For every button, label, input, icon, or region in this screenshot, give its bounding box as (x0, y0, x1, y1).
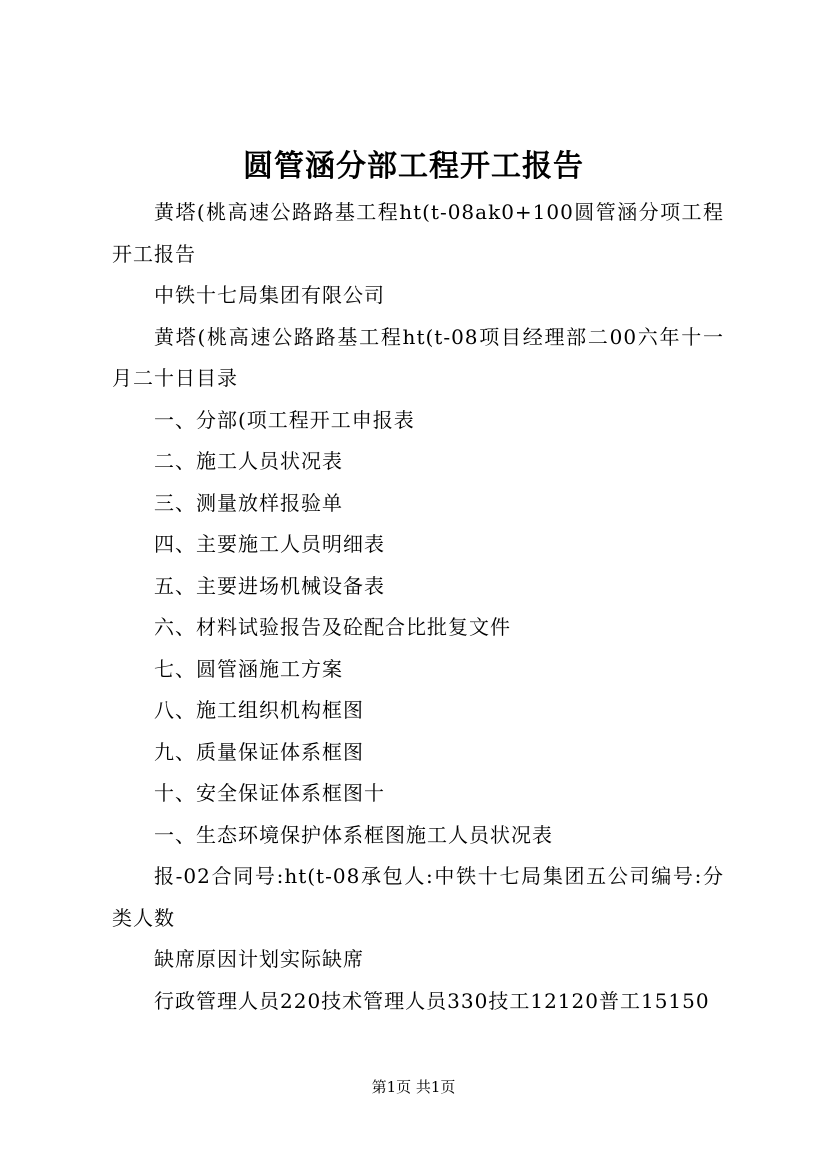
paragraph-company: 中铁十七局集团有限公司 (154, 283, 385, 307)
document-body (112, 192, 724, 1022)
toc-item-3: 三、测量放样报验单 (154, 490, 343, 515)
toc-item-11: 一、生态环境保护体系框图施工人员状况表 (154, 822, 553, 847)
toc-item-9: 九、质量保证体系框图 (154, 739, 364, 764)
toc-item-10: 十、安全保证体系框图十 (154, 781, 385, 805)
document-title: 圆管涵分部工程开工报告 (243, 149, 584, 184)
paragraph-project-dept-date: 黄塔(桃高速公路路基工程ht(t-08项目经理部二00六年十一月二十日目录 (112, 324, 724, 390)
toc-item-2: 二、施工人员状况表 (154, 449, 343, 473)
paragraph-table-values: 行政管理人员220技术管理人员330技工12120普工15150 (154, 988, 710, 1013)
toc-item-7: 七、圆管涵施工方案 (154, 656, 343, 681)
toc-item-1: 一、分部(项工程开工申报表 (154, 407, 415, 432)
toc-item-4: 四、主要施工人员明细表 (154, 532, 385, 556)
paragraph-table-header: 缺席原因计划实际缺席 (154, 947, 364, 971)
toc-item-8: 八、施工组织机构框图 (154, 698, 364, 722)
paragraph-project-report: 黄塔(桃高速公路路基工程ht(t-08ak0+100圆管涵分项工程开工报告 (112, 200, 724, 266)
toc-item-5: 五、主要进场机械设备表 (154, 573, 385, 598)
toc-item-6: 六、材料试验报告及砼配合比批复文件 (154, 615, 511, 639)
paragraph-contract-info: 报-02合同号:ht(t-08承包人:中铁十七局集团五公司编号:分类人数 (112, 864, 724, 930)
page-footer: 第1页 共1页 (371, 1078, 456, 1096)
